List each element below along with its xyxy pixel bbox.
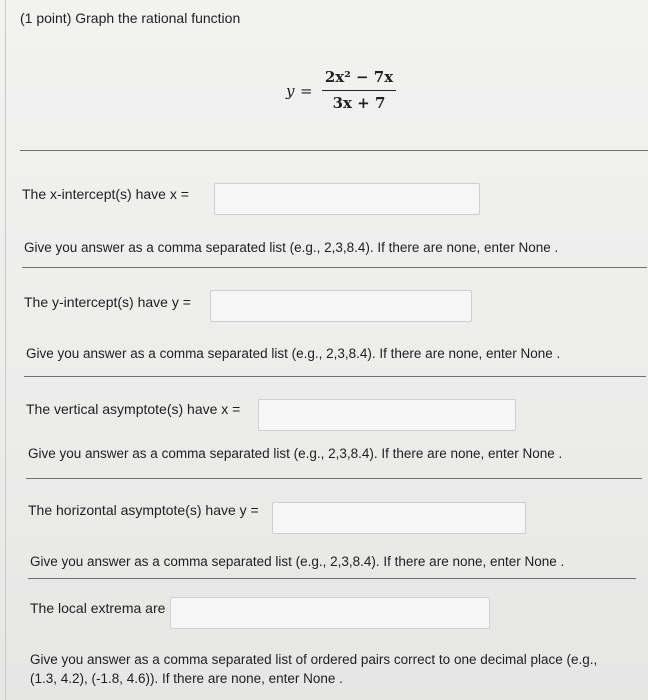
problem-header: (1 point) Graph the rational function <box>20 10 241 26</box>
local-extrema-hint: Give you answer as a comma separated list of ordered pairs correct to one decimal place (e.g., (1.3, 4.2), (-1.8, 4.6)). If there are none, enter None . <box>30 652 598 686</box>
divider <box>28 578 636 579</box>
local-extrema-input[interactable] <box>170 597 490 629</box>
divider <box>22 267 647 268</box>
divider <box>20 150 648 151</box>
horizontal-asymptote-label: The horizontal asymptote(s) have y = <box>28 502 259 518</box>
vertical-asymptote-label: The vertical asymptote(s) have x = <box>26 401 241 417</box>
divider <box>24 376 646 377</box>
horizontal-asymptote-hint: Give you answer as a comma separated list (e.g., 2,3,8.4). If there are none, enter None . <box>30 554 565 569</box>
local-extrema-label: The local extrema are <box>30 600 166 616</box>
y-intercept-input[interactable] <box>210 290 472 322</box>
equation-equals: = <box>300 82 313 100</box>
equation-lhs: y <box>286 82 295 100</box>
x-intercept-hint: Give you answer as a comma separated list (e.g., 2,3,8.4). If there are none, enter None . <box>24 240 559 255</box>
equation-denominator: 3x + 7 <box>332 94 386 112</box>
x-intercept-input[interactable] <box>214 183 480 215</box>
left-border <box>5 0 6 700</box>
horizontal-asymptote-input[interactable] <box>272 502 526 534</box>
y-intercept-label: The y-intercept(s) have y = <box>24 294 191 310</box>
y-intercept-hint: Give you answer as a comma separated list (e.g., 2,3,8.4). If there are none, enter None . <box>26 346 561 361</box>
vertical-asymptote-hint: Give you answer as a comma separated list (e.g., 2,3,8.4). If there are none, enter None . <box>28 446 563 461</box>
rational-function-equation <box>286 68 426 118</box>
divider <box>26 478 642 479</box>
vertical-asymptote-input[interactable] <box>258 399 516 431</box>
fraction-bar <box>322 90 396 91</box>
equation-numerator: 2x² − 7x <box>324 68 394 86</box>
x-intercept-label: The x-intercept(s) have x = <box>22 186 189 202</box>
